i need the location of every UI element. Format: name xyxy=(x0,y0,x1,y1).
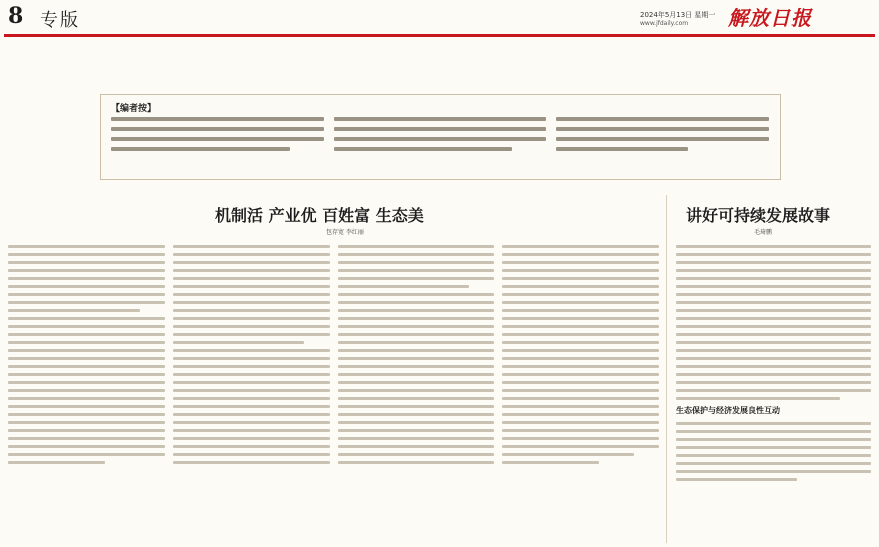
site-url: www.jfdaily.com xyxy=(640,20,689,27)
right-article-subheading: 生态保护与经济发展良性互动 xyxy=(676,405,780,415)
editor-note-label: 【编者按】 xyxy=(111,104,157,114)
left-article-title: 机制活 产业优 百姓富 生态美 xyxy=(215,206,424,225)
right-article-byline: 毛琦鹏 xyxy=(754,229,773,236)
masthead: 解放日报 xyxy=(728,6,812,30)
header-rule xyxy=(4,34,875,37)
column-divider xyxy=(666,195,667,543)
page-number: 8 xyxy=(8,3,25,29)
right-article-body-placeholder xyxy=(676,245,871,541)
editor-note xyxy=(100,94,781,180)
page-header xyxy=(0,0,879,38)
right-article-title: 讲好可持续发展故事 xyxy=(686,206,831,225)
left-article-byline: 包存宽 李红丽 xyxy=(326,229,364,236)
left-article-body-placeholder xyxy=(8,245,659,541)
issue-date: 2024年5月13日 星期一 xyxy=(640,11,716,19)
section-name: 专版 xyxy=(40,10,80,31)
editor-note-body-placeholder xyxy=(111,117,769,157)
